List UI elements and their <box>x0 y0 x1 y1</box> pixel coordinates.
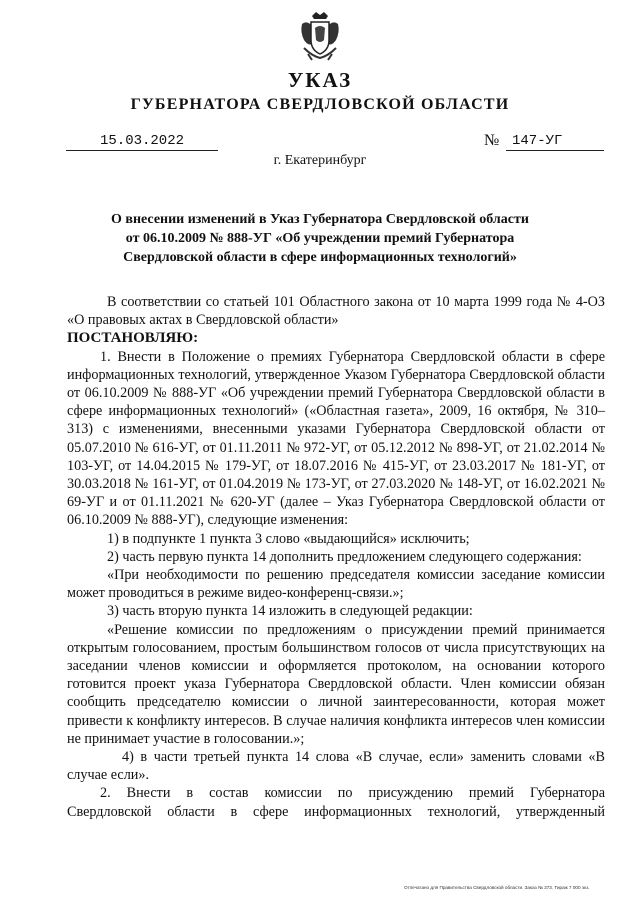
subitem-1: 1) в подпункте 1 пункта 3 слово «выдающийся» исключить; <box>107 530 470 547</box>
document-title: УКАЗ <box>287 68 353 92</box>
decree-word: ПОСТАНОВЛЯЮ: <box>67 330 199 347</box>
quote-2: «Решение комиссии по предложениям о присуждении премий принимается открытым голосованием, простым большинством голосов от числа присутствующих на заседании членов комиссии и оформляется протоколом, на основании которого готовится проект указа Губернатора Свердловской области. Член комиссии обязан сообщить председателю комиссии о личной заинтересованности, которая может привести к конфликту интересов. В случае наличия конфликта интересов член комиссии не принимает участие в голосовании.»; <box>67 621 605 747</box>
item-2-line-2: Свердловской области в сфере информационных технологий, утвержденный <box>67 803 605 820</box>
coat-of-arms-icon <box>298 10 342 64</box>
item-2-line-1: 2. Внести в состав комиссии по присуждению премий Губернатора <box>100 785 605 802</box>
heading-line: Свердловской области в сфере информационных технологий» <box>123 250 517 265</box>
document-date: 15.03.2022 <box>66 133 218 151</box>
item-1: 1. Внести в Положение о премиях Губернатора Свердловской области в сфере информационных технологий, утвержденное Указом Губернатора Свердловской области от 06.10.2009 № 888-УГ «Об учреждении премий Губернатора Свердловской области в сфере информационных технологий» («Областная газета», 2009, 16 октября, № 310–313) с изменениями, внесенными указами Губернатора Свердловской области от 05.07.2010 № 616-УГ, от 01.11.2011 № 972-УГ, от 05.12.2012 № 898-УГ, от 21.02.2014 № 103-УГ, от 14.04.2015 № 179-УГ, от 18.07.2016 № 415-УГ, от 23.03.2017 № 181-УГ, от 30.03.2018 № 161-УГ, от 01.04.2019 № 173-УГ, от 27.03.2020 № 148-УГ, от 16.02.2021 № 69-УГ и от 01.11.2021 № 620-УГ (далее – Указ Губернатора Свердловской области от 06.10.2009 № 888-УГ), следующие изменения: <box>67 348 605 529</box>
document-subtitle: ГУБЕРНАТОРА СВЕРДЛОВСКОЙ ОБЛАСТИ <box>130 96 510 113</box>
subitem-3: 3) часть вторую пункта 14 изложить в следующей редакции: <box>107 603 473 620</box>
subitem-4: 4) в части третьей пункта 14 слова «В случае, если» заменить словами «В случае если». <box>67 749 605 784</box>
document-body <box>67 293 605 821</box>
print-footnote: Отпечатано для Правительства Свердловской области. Заказ № 373. Тираж 7 000 экз. <box>404 885 590 890</box>
heading-line: О внесении изменений в Указ Губернатора Свердловской области <box>111 212 529 227</box>
quote-1: «При необходимости по решению председателя комиссии заседание комиссии может проводиться в режиме видео-конференц-связи.»; <box>67 567 605 602</box>
document-number: 147-УГ <box>506 133 604 151</box>
heading-line: от 06.10.2009 № 888-УГ «Об учреждении премий Губернатора <box>125 231 515 246</box>
intro-paragraph: В соответствии со статьей 101 Областного закона от 10 марта 1999 года № 4-ОЗ «О правовых актах в Свердловской области» <box>67 294 605 329</box>
document-heading <box>90 210 550 267</box>
subitem-2: 2) часть первую пункта 14 дополнить предложением следующего содержания: <box>107 548 582 565</box>
city: г. Екатеринбург <box>273 153 367 168</box>
number-sign: № <box>484 132 500 149</box>
